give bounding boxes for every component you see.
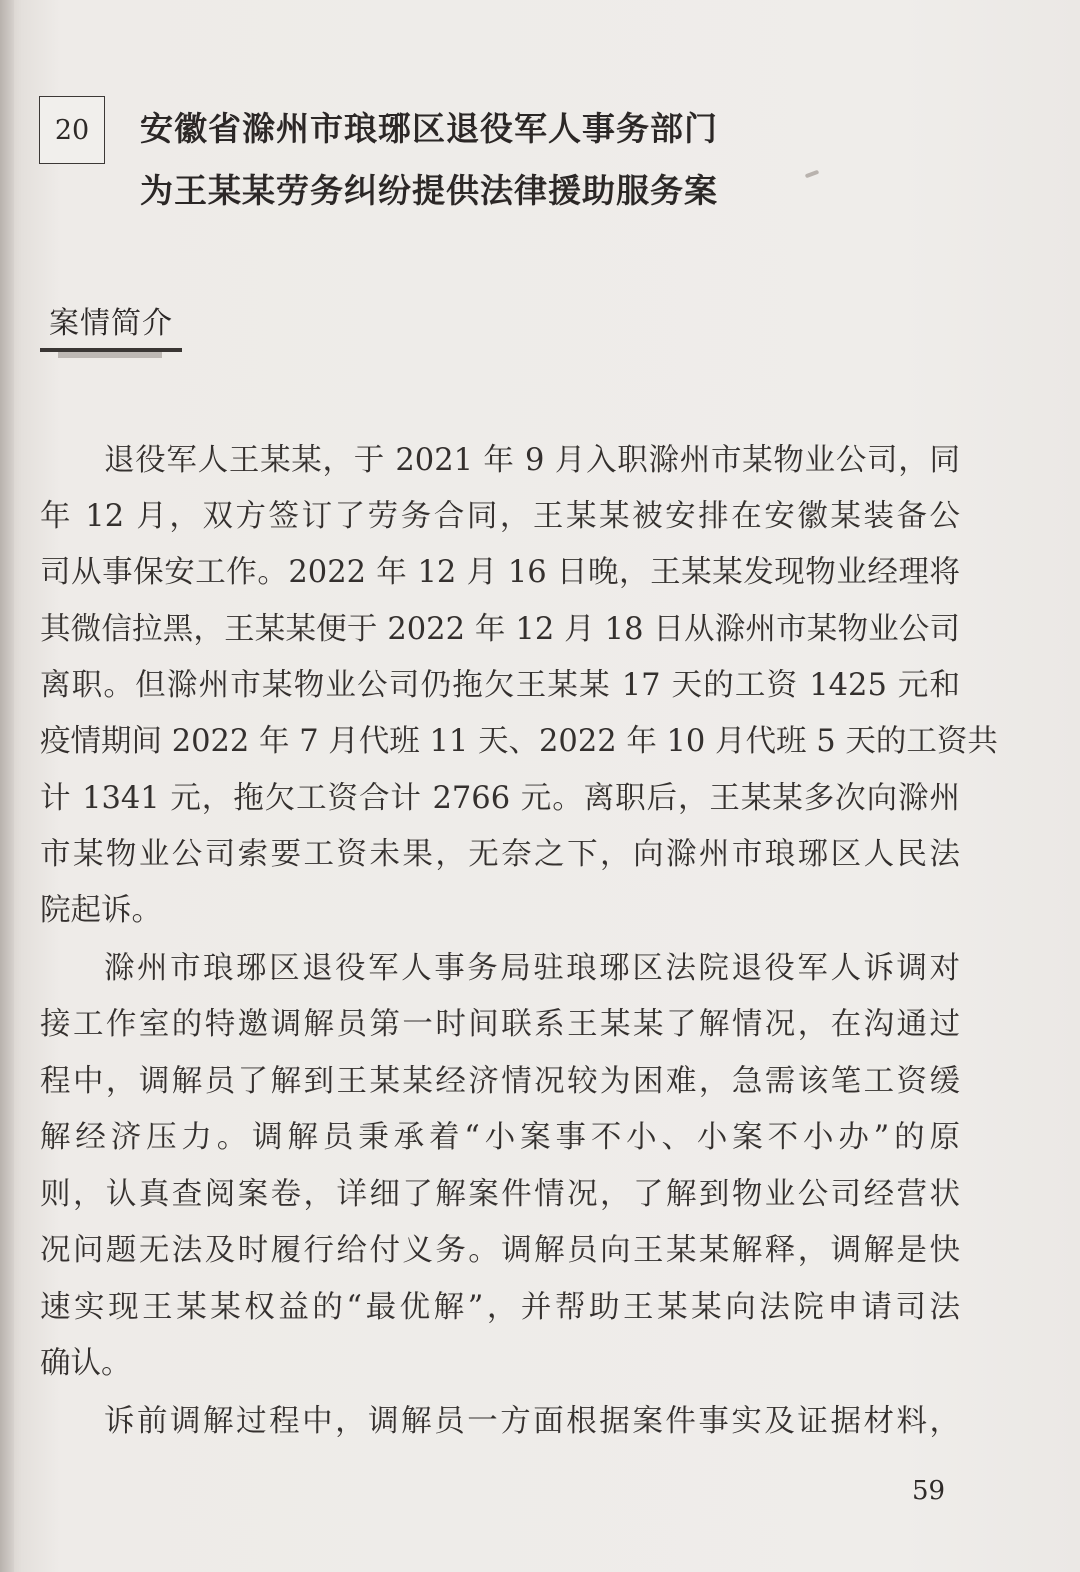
- paragraph-1-line: 退役军人王某某，于 2021 年 9 月入职滁州市某物业公司，同: [104, 443, 960, 478]
- paragraph-2-line: 速实现王某某权益的“最优解”，并帮助王某某向法院申请司法: [40, 1290, 960, 1325]
- paragraph-1-line: 市某物业公司索要工资未果，无奈之下，向滁州市琅琊区人民法: [40, 837, 960, 872]
- paragraph-2-line: 则，认真查阅案卷，详细了解案件情况，了解到物业公司经营状: [40, 1177, 960, 1212]
- paragraph-1-line: 计 1341 元，拖欠工资合计 2766 元。离职后，王某某多次向滁州: [40, 781, 960, 816]
- paragraph-2-line: 解经济压力。调解员秉承着“小案事不小、小案不小办”的原: [40, 1120, 960, 1155]
- paragraph-1-line: 司从事保安工作。2022 年 12 月 16 日晚，王某某发现物业经理将: [40, 555, 960, 590]
- page-number: 59: [912, 1476, 946, 1506]
- paragraph-1-line: 年 12 月，双方签订了劳务合同，王某某被安排在安徽某装备公: [40, 499, 960, 534]
- section-heading: 案情简介: [49, 306, 173, 341]
- paragraph-2-line: 滁州市琅琊区退役军人事务局驻琅琊区法院退役军人诉调对: [104, 951, 960, 986]
- paragraph-2-line: 接工作室的特邀调解员第一时间联系王某某了解情况，在沟通过: [40, 1007, 960, 1042]
- paragraph-1-line: 离职。但滁州市某物业公司仍拖欠王某某 17 天的工资 1425 元和: [40, 668, 960, 703]
- case-title-line-1: 安徽省滁州市琅琊区退役军人事务部门: [140, 109, 718, 148]
- case-title-line-2: 为王某某劳务纠纷提供法律援助服务案: [140, 171, 718, 210]
- paragraph-2-line: 程中，调解员了解到王某某经济情况较为困难，急需该笔工资缓: [40, 1064, 960, 1099]
- paragraph-1-line: 其微信拉黑，王某某便于 2022 年 12 月 18 日从滁州市某物业公司: [40, 612, 960, 647]
- paragraph-2-line: 况问题无法及时履行给付义务。调解员向王某某解释，调解是快: [40, 1233, 960, 1268]
- paragraph-3-line: 诉前调解过程中，调解员一方面根据案件事实及证据材料，: [104, 1404, 960, 1439]
- paragraph-1-line: 院起诉。: [40, 893, 162, 928]
- case-number-box: 20: [39, 96, 105, 164]
- paragraph-1-line: 疫情期间 2022 年 7 月代班 11 天、2022 年 10 月代班 5 天的工资共: [40, 724, 998, 759]
- paragraph-2-line: 确认。: [40, 1346, 132, 1381]
